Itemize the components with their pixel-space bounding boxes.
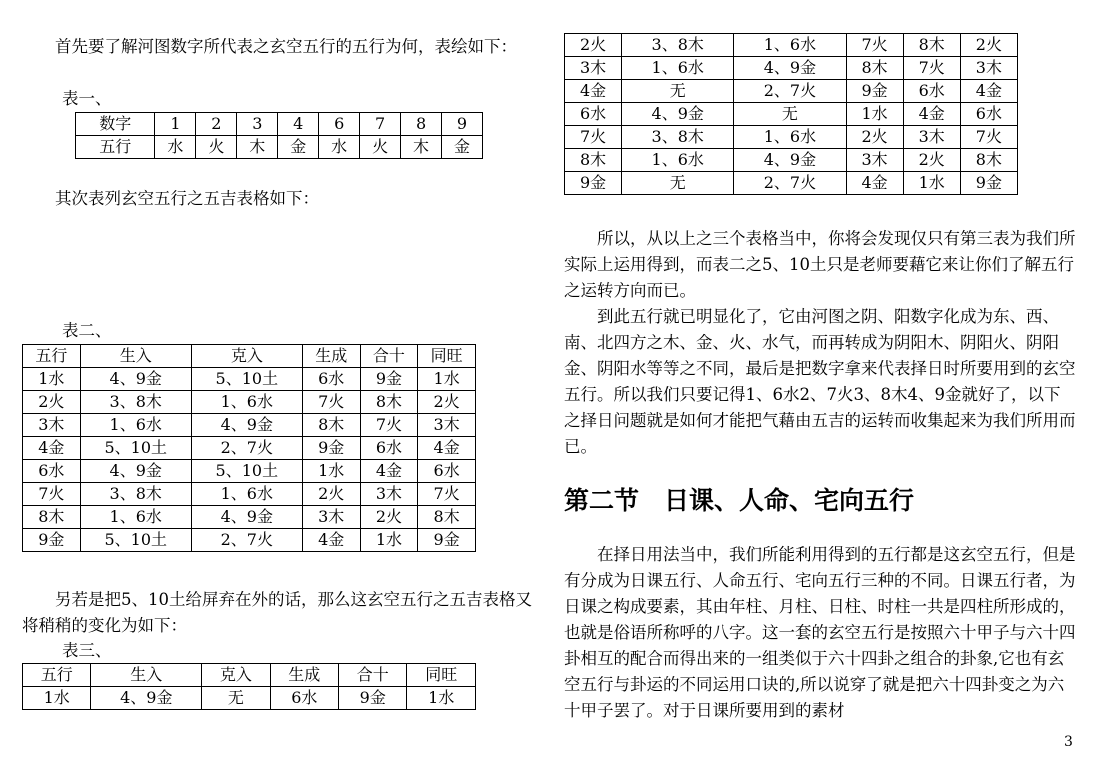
table-cell: 2火 <box>360 506 418 529</box>
column-header: 五行 <box>23 664 91 687</box>
table-cell: 9金 <box>565 172 622 195</box>
table-cell: 7火 <box>23 483 81 506</box>
paragraph-conclusion: 所以，从以上之三个表格当中，你将会发现仅只有第三表为我们所实际上运用得到，而表二之5、10土只是老师要藉它来让你们了解五行之运转方向而已。 <box>564 229 1076 300</box>
table-cell: 无 <box>202 687 270 710</box>
table1-label: 表一、 <box>62 89 112 108</box>
table-cell: 7 <box>360 113 401 136</box>
intro-paragraph: 首先要了解河图数字所代表之玄空五行的五行为何，表绘如下： <box>55 37 517 56</box>
table-row <box>565 103 1018 126</box>
table-cell: 3、8木 <box>622 126 734 149</box>
table-cell: 4金 <box>565 80 622 103</box>
table-cell: 1、6水 <box>734 34 846 57</box>
table-cell: 木 <box>401 136 442 159</box>
table-cell: 2、7火 <box>734 80 846 103</box>
table-cell: 1、6水 <box>80 414 191 437</box>
table-row <box>565 57 1018 80</box>
table-cell: 4 <box>278 113 319 136</box>
table-cell: 3木 <box>360 483 418 506</box>
table-cell: 2 <box>196 113 237 136</box>
table-cell: 1、6水 <box>191 391 302 414</box>
table-cell: 8木 <box>360 391 418 414</box>
table-row <box>565 172 1018 195</box>
table-cell: 9金 <box>960 172 1017 195</box>
table-row <box>76 136 483 159</box>
table-cell: 6水 <box>565 103 622 126</box>
table-cell: 3木 <box>302 506 360 529</box>
table-cell: 9金 <box>418 529 476 552</box>
table-row <box>23 529 476 552</box>
table-cell: 3 <box>237 113 278 136</box>
table-row <box>565 149 1018 172</box>
table-cell: 6水 <box>418 460 476 483</box>
table-cell: 8木 <box>846 57 903 80</box>
table-cell: 4金 <box>418 437 476 460</box>
table-row <box>23 391 476 414</box>
page-number: 3 <box>1064 734 1073 750</box>
table-row <box>565 34 1018 57</box>
table-cell: 1水 <box>302 460 360 483</box>
table-cell: 3、8木 <box>80 483 191 506</box>
table-header-row <box>23 345 476 368</box>
table-row <box>23 368 476 391</box>
table-cell: 2、7火 <box>191 437 302 460</box>
table-cell: 4金 <box>302 529 360 552</box>
table-row <box>23 687 476 710</box>
table-cell: 9金 <box>302 437 360 460</box>
table-cell: 2火 <box>418 391 476 414</box>
table-cell: 5、10土 <box>191 368 302 391</box>
table-cell: 4金 <box>960 80 1017 103</box>
column-header: 合十 <box>360 345 418 368</box>
table-cell: 4金 <box>903 103 960 126</box>
column-header: 五行 <box>23 345 81 368</box>
table-cell: 8木 <box>960 149 1017 172</box>
column-header: 克入 <box>191 345 302 368</box>
paragraph-five-elements: 到此五行就已明显化了，它由河图之阴、阳数字化成为东、西、南、北四方之木、金、火、水气，而再转成为阴阳木、阴阳火、阴阳金、阴阳水等等之不同，最后是把数字拿来代表择日时所要用到的玄空五行。所以我们只要记得1、6水2、7火3、8木4、9金就好了，以下之择日问题就是如何才能把气藉由五吉的运转而收集起来为我们所用而已。 <box>564 307 1076 456</box>
table-cell: 7火 <box>960 126 1017 149</box>
table-cell: 金 <box>442 136 483 159</box>
table-cell: 7火 <box>360 414 418 437</box>
table-cell: 4金 <box>23 437 81 460</box>
table-cell: 9 <box>442 113 483 136</box>
table-cell: 6水 <box>270 687 338 710</box>
table-cell: 1、6水 <box>622 57 734 80</box>
table-cell: 火 <box>196 136 237 159</box>
table-cell: 1水 <box>360 529 418 552</box>
table-cell: 1水 <box>903 172 960 195</box>
table-cell: 1水 <box>418 368 476 391</box>
column-header: 生成 <box>270 664 338 687</box>
table-cell: 无 <box>622 172 734 195</box>
table-cell: 2、7火 <box>191 529 302 552</box>
table-cell: 1 <box>155 113 196 136</box>
table-cell: 4、9金 <box>80 368 191 391</box>
table-cell: 3木 <box>960 57 1017 80</box>
table-cell: 8木 <box>903 34 960 57</box>
table-cell: 4、9金 <box>734 149 846 172</box>
column-header: 生入 <box>80 345 191 368</box>
table-cell: 2火 <box>565 34 622 57</box>
table-cell: 8木 <box>418 506 476 529</box>
table-cell: 4、9金 <box>191 506 302 529</box>
table2-label: 表二、 <box>62 321 112 340</box>
table3 <box>22 663 476 710</box>
table-cell: 4金 <box>846 172 903 195</box>
table-cell: 金 <box>278 136 319 159</box>
table-cell: 9金 <box>23 529 81 552</box>
table-cell: 1、6水 <box>80 506 191 529</box>
table-cell: 1水 <box>23 687 91 710</box>
table-row <box>565 80 1018 103</box>
table-cell: 2火 <box>23 391 81 414</box>
table2-intro: 其次表列玄空五行之五吉表格如下： <box>55 189 319 208</box>
table-cell: 2火 <box>846 126 903 149</box>
table-cell: 7火 <box>846 34 903 57</box>
table-row <box>76 113 483 136</box>
table-row <box>23 437 476 460</box>
table-cell: 3木 <box>565 57 622 80</box>
table-cell: 3木 <box>23 414 81 437</box>
table-cell: 2火 <box>903 149 960 172</box>
table-cell: 9金 <box>360 368 418 391</box>
table-cell: 8木 <box>23 506 81 529</box>
table-cell: 2火 <box>302 483 360 506</box>
table-cell: 水 <box>155 136 196 159</box>
column-header: 生成 <box>302 345 360 368</box>
table-cell: 5、10土 <box>80 529 191 552</box>
column-header: 同旺 <box>418 345 476 368</box>
table-row <box>23 483 476 506</box>
table-cell: 8 <box>401 113 442 136</box>
table3-label: 表三、 <box>62 641 112 660</box>
table-cell: 3木 <box>418 414 476 437</box>
table3-continued <box>564 33 1018 195</box>
table-cell: 8木 <box>565 149 622 172</box>
table-cell: 1、6水 <box>734 126 846 149</box>
table-cell: 6水 <box>23 460 81 483</box>
table-cell: 1水 <box>846 103 903 126</box>
table-cell: 1水 <box>23 368 81 391</box>
table-cell: 无 <box>734 103 846 126</box>
table1 <box>75 112 483 159</box>
table-cell: 7火 <box>903 57 960 80</box>
table-cell: 7火 <box>418 483 476 506</box>
table-cell: 1、6水 <box>191 483 302 506</box>
column-header: 同旺 <box>407 664 476 687</box>
table-cell: 9金 <box>846 80 903 103</box>
table-cell: 数字 <box>76 113 155 136</box>
table-header-row <box>23 664 476 687</box>
table-cell: 4、9金 <box>734 57 846 80</box>
table-cell: 6水 <box>960 103 1017 126</box>
table-cell: 6水 <box>903 80 960 103</box>
table-cell: 木 <box>237 136 278 159</box>
table-cell: 4、9金 <box>622 103 734 126</box>
table-cell: 火 <box>360 136 401 159</box>
table-row <box>23 414 476 437</box>
table-cell: 9金 <box>339 687 407 710</box>
table-cell: 7火 <box>302 391 360 414</box>
paragraph-section-body: 在择日用法当中，我们所能利用得到的五行都是这玄空五行，但是有分成为日课五行、人命五行、宅向五行三种的不同。日课五行者，为日课之构成要素，其由年柱、月柱、日柱、时柱一共是四柱所形成的，也就是俗语所称呼的八字。这一套的玄空五行是按照六十甲子与六十四卦相互的配合而得出来的一组类似于六十四卦之组合的卦象,它也有玄空五行与卦运的不同运用口诀的,所以说穿了就是把六十四卦变之为六十甲子罢了。对于日课所要用到的素材 <box>564 545 1076 720</box>
table-cell: 4、9金 <box>191 414 302 437</box>
table-cell: 五行 <box>76 136 155 159</box>
table3-intro: 另若是把5、10土给屏弃在外的话，那么这玄空五行之五吉表格又将稍稍的变化为如下： <box>22 590 532 635</box>
table-cell: 4、9金 <box>80 460 191 483</box>
table-cell: 3、8木 <box>80 391 191 414</box>
table-cell: 7火 <box>565 126 622 149</box>
table2 <box>22 344 476 552</box>
table-row <box>23 506 476 529</box>
table-cell: 3木 <box>846 149 903 172</box>
table-cell: 无 <box>622 80 734 103</box>
table-cell: 水 <box>319 136 360 159</box>
table-cell: 4、9金 <box>91 687 202 710</box>
table-cell: 2火 <box>960 34 1017 57</box>
table-cell: 6 <box>319 113 360 136</box>
table-cell: 1水 <box>407 687 476 710</box>
table-row <box>23 460 476 483</box>
table-cell: 5、10土 <box>191 460 302 483</box>
table-cell: 3木 <box>903 126 960 149</box>
table-cell: 3、8木 <box>622 34 734 57</box>
table-cell: 6水 <box>302 368 360 391</box>
column-header: 克入 <box>202 664 270 687</box>
table-cell: 4金 <box>360 460 418 483</box>
column-header: 生入 <box>91 664 202 687</box>
table-row <box>565 126 1018 149</box>
table-cell: 2、7火 <box>734 172 846 195</box>
table-cell: 5、10土 <box>80 437 191 460</box>
section-title: 第二节 日课、人命、宅向五行 <box>564 486 915 515</box>
table-cell: 1、6水 <box>622 149 734 172</box>
table-cell: 8木 <box>302 414 360 437</box>
table-cell: 6水 <box>360 437 418 460</box>
column-header: 合十 <box>339 664 407 687</box>
